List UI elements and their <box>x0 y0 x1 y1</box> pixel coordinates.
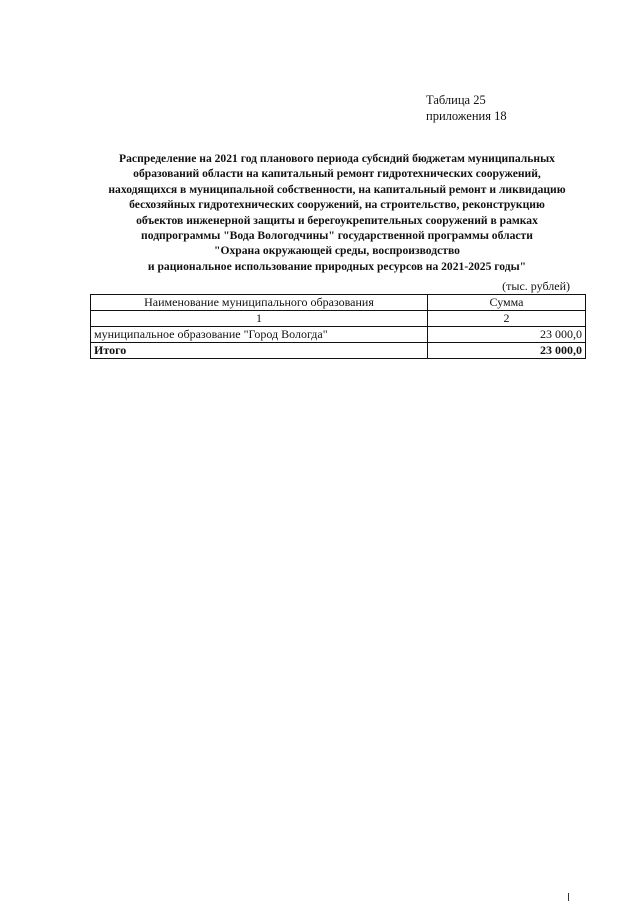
document-title <box>90 151 584 274</box>
table-reference <box>426 92 507 124</box>
appendix-number: приложения 18 <box>426 109 507 123</box>
header-name: Наименование муниципального образования <box>91 295 428 311</box>
column-number-1: 1 <box>91 311 428 327</box>
title-line: объектов инженерной защиты и берегоукрепительных сооружений в рамках <box>136 213 538 227</box>
total-row <box>91 343 586 359</box>
distribution-table <box>90 294 586 359</box>
column-number-row <box>91 311 586 327</box>
title-line: находящихся в муниципальной собственности, на капитальный ремонт и ликвидацию <box>108 182 566 196</box>
title-line: бесхозяйных гидротехнических сооружений, на строительство, реконструкцию <box>129 198 545 212</box>
title-line: и рациональное использование природных ресурсов на 2021-2025 годы" <box>147 259 527 273</box>
table-header-row <box>91 295 586 311</box>
header-amount: Сумма <box>428 295 586 311</box>
title-line: "Охрана окружающей среды, воспроизводство <box>214 244 460 258</box>
table-row <box>91 327 586 343</box>
municipality-name: муниципальное образование "Город Вологда" <box>91 327 428 343</box>
title-line: Распределение на 2021 год планового периода субсидий бюджетам муниципальных <box>119 152 555 165</box>
total-amount: 23 000,0 <box>428 343 586 359</box>
table-number: Таблица 25 <box>426 93 486 107</box>
scan-mark <box>568 893 569 901</box>
title-line: подпрограммы "Вода Вологодчины" государственной программы области <box>141 229 533 243</box>
total-label: Итого <box>91 343 428 359</box>
column-number-2: 2 <box>428 311 586 327</box>
title-line: образований области на капитальный ремонт гидротехнических сооружений, <box>133 167 541 181</box>
subsidy-amount: 23 000,0 <box>428 327 586 343</box>
units-label: (тыс. рублей) <box>502 279 570 293</box>
